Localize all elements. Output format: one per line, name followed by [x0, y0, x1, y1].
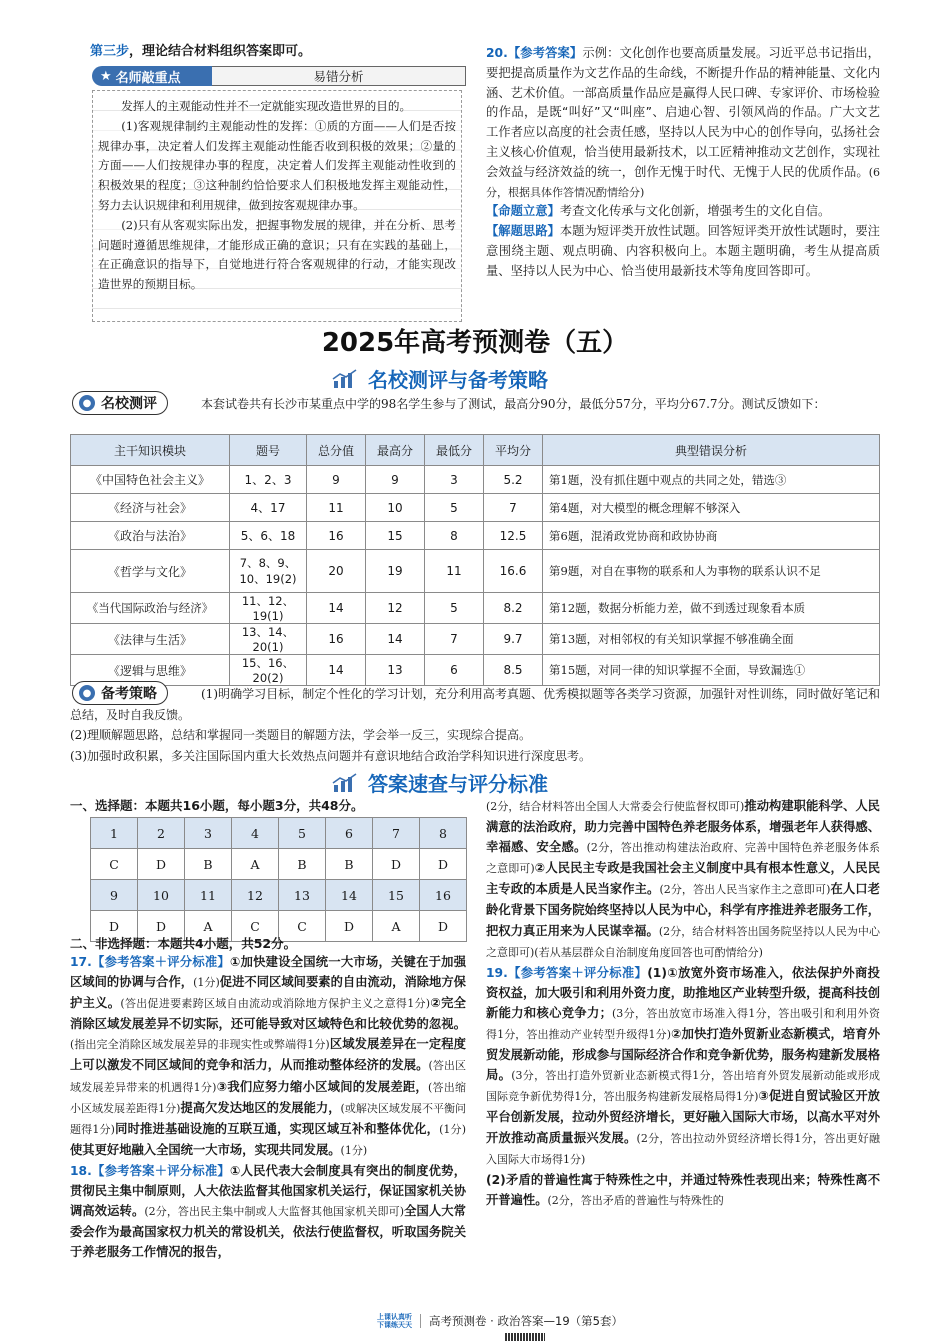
footer-brand-top: 上课认真听	[377, 1313, 413, 1321]
q17-text: 促进不同区域间要素的自由流动，消除地方保护主义。	[70, 975, 466, 1011]
q17-note: (1分)	[439, 1122, 466, 1136]
eval-icon: ●	[79, 395, 95, 411]
table-cell: 第12题，数据分析能力差，做不到透过现象看本质	[543, 593, 880, 624]
answer-number: 4	[232, 818, 279, 849]
left-bottom-column	[70, 952, 466, 1262]
answer-number: 10	[138, 880, 185, 911]
q18-note: (2分，结合材料答出全国人大常委会行使监督权即可)	[486, 800, 745, 813]
q17-text: 提高欠发达地区的发展能力，	[180, 1100, 341, 1115]
table-row	[71, 593, 880, 624]
q17-note: (1分)	[340, 1143, 368, 1157]
jieti-tag: 【解题思路】	[486, 224, 560, 239]
page-title: 2025年高考预测卷（五）	[321, 328, 629, 358]
strategy-text	[70, 684, 880, 766]
table-cell: 8.5	[484, 655, 543, 686]
table-cell: 7	[425, 624, 484, 655]
q20-answer	[486, 44, 880, 202]
table-cell: 8	[425, 522, 484, 550]
jieti-text: 本题为短评类开放性试题。回答短评类开放性试题时，要注意围绕主题、观点明确、内容积极向上。本题主题明确，考生从提高质量、坚持以人民为中心、恰当使用最新技术等角度回答即可。	[486, 224, 880, 278]
answer-letter: D	[373, 849, 420, 880]
q18-text: 在人口老龄化背景下国务院始终坚持以人民为中心，科学有序推进养老服务工作，把权力真正用来为人民谋幸福。	[486, 882, 880, 938]
strategy-icon: ●	[79, 685, 95, 701]
q17-note: (答出促进要素跨区域自由流动或消除地方保护主义之意得1分)	[120, 997, 431, 1011]
answer-number: 6	[326, 818, 373, 849]
analysis-para-1: 发挥人的主观能动性并不一定就能实现改造世界的目的。	[121, 99, 412, 113]
q18-tag: 【参考答案＋评分标准】	[91, 1163, 230, 1178]
table-cell: 5	[425, 593, 484, 624]
table-row	[71, 466, 880, 494]
footer-brand-bottom: 下课练天天	[377, 1321, 413, 1329]
q19-text: ③促进自贸试验区开放平台创新发展，拉动外贸经济增长，更好融入国际大市场，以高水平对外开放推动高质量振兴发展。	[486, 1089, 880, 1145]
q18-answer	[70, 1161, 466, 1262]
table-row	[71, 624, 880, 655]
banner-label-text: 名师敲重点	[115, 70, 181, 86]
footer-text: 高考预测卷 · 政治答案—19（第5套）	[429, 1314, 623, 1328]
q18-text: 推动构建职能科学、人民满意的法治政府，助力完善中国特色养老服务体系，增强老年人获得感、幸福感、安全感。	[486, 799, 880, 855]
table-cell: 8.2	[484, 593, 543, 624]
section-title-1	[332, 364, 548, 393]
q18-note: (2分，答出推动构建法治政府、完善中国特色养老服务体系之意即可)	[486, 841, 880, 876]
answer-number-row	[91, 880, 467, 911]
analysis-para-3: (2)只有从客观实际出发，把握事物发展的规律，并在分析、思考问题时遵循思维规律，才能形成正确的意识；只有在实践的基础上，在正确意识的指导下，自觉地进行符合客观规律的行动，才能实现改造世界的预期目标。	[98, 217, 456, 292]
answer-letter: D	[420, 849, 467, 880]
table-cell: 13、14、20(1)	[230, 624, 307, 655]
q17-number: 17.	[70, 955, 92, 969]
answer-table	[90, 817, 467, 942]
q20-mingti	[486, 202, 880, 222]
q20-note: (6分，根据具体作答情况酌情给分)	[486, 165, 880, 199]
mingti-tag: 【命题立意】	[486, 204, 560, 219]
table-cell: 第6题，混淆政党协商和政协协商	[543, 522, 880, 550]
table-cell: 《经济与社会》	[71, 494, 230, 522]
table-cell: 13	[366, 655, 425, 686]
table-cell: 14	[307, 655, 366, 686]
footer-logo	[377, 1313, 412, 1329]
answer-number: 7	[373, 818, 420, 849]
answer-letter: A	[373, 911, 420, 942]
table-cell: 19	[366, 550, 425, 593]
q18-text: 全国人大常委会作为最高国家权力机关的常设机关，依法行使监督权，听取国务院关于养老服务工作情况的报告，	[70, 1204, 466, 1260]
answer-letter: B	[185, 849, 232, 880]
table-cell: 1、2、3	[230, 466, 307, 494]
table-cell: 《政治与法治》	[71, 522, 230, 550]
table-header-row	[71, 435, 880, 466]
table-header: 题号	[230, 435, 307, 466]
section-title-2	[332, 768, 548, 797]
table-cell: 第9题，对自在事物的联系和人为事物的联系认识不足	[543, 550, 880, 593]
answer-letter: D	[138, 911, 185, 942]
step3-rest: ，理论结合材料组织答案即可。	[129, 44, 312, 59]
table-cell: 《逻辑与思维》	[71, 655, 230, 686]
answer-number: 5	[279, 818, 326, 849]
q18-continued	[486, 796, 880, 963]
strategy-item-2: (2)理顺解题思路，总结和掌握同一类题目的解题方法，学会举一反三，实现综合提高。	[70, 728, 532, 742]
answer-letter: D	[326, 911, 373, 942]
barcode-mark	[505, 1333, 545, 1341]
table-cell: 6	[425, 655, 484, 686]
table-header: 最低分	[425, 435, 484, 466]
q17-text: 区域发展差异在一定程度上可以激发不同区域间的竞争和活力，从而推动整体经济的发展。	[70, 1037, 466, 1073]
table-row	[71, 655, 880, 686]
right-bottom-column	[486, 796, 880, 1211]
table-cell: 7、8、9、10、19(2)	[230, 550, 307, 593]
q19-text: ②加快打造外贸新业态新模式，培育外贸发展新动能，形成参与国际经济合作和竞争新优势，服务构建新发展格局。	[486, 1027, 880, 1083]
page-footer	[300, 1310, 700, 1332]
table-cell: 14	[307, 593, 366, 624]
table-cell: 9.7	[484, 624, 543, 655]
table-cell: 16.6	[484, 550, 543, 593]
q18-note: (2分，结合材料答出国务院坚持以人民为中心之意即可)(若从基层群众自治制度角度回答也可酌情给分)	[486, 924, 880, 959]
q17-note: (答出区域发展差异带来的机遇得1分)	[70, 1059, 466, 1094]
q17-text: ①加快建设全国统一大市场，关键在于加强区域间的协调与合作，	[70, 955, 466, 990]
q20-jieti	[486, 222, 880, 281]
table-cell: 5、6、18	[230, 522, 307, 550]
knowledge-table	[70, 434, 880, 686]
table-cell: 16	[307, 522, 366, 550]
q17-text: 使其更好地融入全国统一大市场，实现共同发展。	[70, 1142, 341, 1157]
q17-note: (答出缩小区域发展差距得1分)	[70, 1080, 467, 1115]
table-header: 典型错误分析	[543, 435, 880, 466]
table-cell: 第15题，对同一律的知识掌握不全面，导致漏选①	[543, 655, 880, 686]
q18-note: (2分，答出人民当家作主之意即可)	[659, 883, 831, 897]
answer-letter: D	[91, 911, 138, 942]
q17-text: ②完全消除区域发展差异不切实际，还可能导致对区域特色和比较优势的忽视。	[70, 996, 466, 1032]
mc-heading: 一、选择题：本题共16小题，每小题3分，共48分。	[70, 798, 364, 813]
table-cell: 《哲学与文化》	[71, 550, 230, 593]
answer-number: 2	[138, 818, 185, 849]
table-header: 最高分	[366, 435, 425, 466]
table-cell: 9	[366, 466, 425, 494]
q19-note: (2分，答出矛盾的普遍性与特殊性的	[547, 1193, 724, 1207]
answer-number: 1	[91, 818, 138, 849]
answer-number: 9	[91, 880, 138, 911]
q17-note: (1分)	[193, 976, 220, 990]
table-cell: 第4题，对大模型的概念理解不够深入	[543, 494, 880, 522]
bar-chart-icon	[332, 369, 358, 389]
answer-letter: A	[185, 911, 232, 942]
table-cell: 第13题，对相邻权的有关知识掌握不够准确全面	[543, 624, 880, 655]
table-header: 平均分	[484, 435, 543, 466]
q19-text: (1)①放宽外资市场准入，依法保护外商投资权益，加大吸引和利用外资力度，助推地区产业转型升级，提高科技创新能力和核心竞争力；	[486, 965, 880, 1020]
banner-label	[92, 66, 212, 86]
q18-note: (2分，答出民主集中制或人大监督其他国家机关即可)	[144, 1205, 405, 1219]
answer-number-row	[91, 818, 467, 849]
q18-number: 18.	[70, 1163, 92, 1178]
right-top-column	[486, 44, 880, 282]
table-cell: 5.2	[484, 466, 543, 494]
table-cell: 11、12、19(1)	[230, 593, 307, 624]
table-cell: 《当代国际政治与经济》	[71, 593, 230, 624]
banner-right	[212, 66, 466, 86]
table-cell: 15	[366, 522, 425, 550]
step3-text: 第三步，理论结合材料组织答案即可。	[90, 44, 312, 59]
footer-divider	[420, 1314, 421, 1328]
answer-letter: B	[326, 849, 373, 880]
table-header: 主干知识模块	[71, 435, 230, 466]
table-cell: 《中国特色社会主义》	[71, 466, 230, 494]
mingti-text: 考查文化传承与文化创新，增强考生的文化自信。	[559, 204, 831, 219]
q20-number: 20.	[486, 46, 508, 60]
q17-text: 同时推进基础设施的互联互通，实现区域互补和整体优化，	[114, 1121, 440, 1136]
q20-text: 示例：文化创作也要高质量发展。习近平总书记指出，要把提高质量作为文艺作品的生命线，不断提升作品的精神能量、文化内涵、艺术价值。一部高质量作品应是赢得人民口碑、专家评价、市场检验的作品，是既“叫好”又“叫座”、启迪心智、引领风尚的作品。广大文艺工作者应以高度的社会责任感，坚持以人民为中心的创作导向，弘扬社会主义核心价值观，恰当使用最新技术，以工匠精神推动文艺创作，实现社会效益与经济效益的统一，创作无愧于时代、无愧于人民的优质作品。	[486, 46, 880, 179]
table-cell: 3	[425, 466, 484, 494]
table-cell: 5	[425, 494, 484, 522]
answer-number: 12	[232, 880, 279, 911]
answer-number: 8	[420, 818, 467, 849]
answer-number: 14	[326, 880, 373, 911]
section-title-1-text: 名校测评与备考策略	[368, 368, 548, 392]
strategy-label: 备考策略	[101, 686, 157, 702]
table-cell: 12.5	[484, 522, 543, 550]
bar-chart-icon	[332, 773, 358, 793]
table-cell: 11	[307, 494, 366, 522]
answer-letter-row	[91, 849, 467, 880]
q18-text: ①人民代表大会制度具有突出的制度优势，贯彻民主集中制原则，人大依法监督其他国家机关运行，保证国家机关协调高效运转。	[70, 1163, 466, 1219]
eval-label: 名校测评	[101, 396, 157, 412]
error-analysis-box	[92, 90, 462, 322]
table-header: 总分值	[307, 435, 366, 466]
answer-letter: C	[279, 911, 326, 942]
answer-number: 15	[373, 880, 420, 911]
table-cell: 10	[366, 494, 425, 522]
star-icon: ★	[100, 68, 112, 84]
answer-letter: C	[232, 911, 279, 942]
q17-note: (或解决区域发展不平衡问题得1分)	[70, 1101, 466, 1136]
nonmc-heading: 二、非选择题：本题共4小题，共52分。	[70, 936, 297, 951]
table-cell: 7	[484, 494, 543, 522]
q19-text: (2)矛盾的普遍性寓于特殊性之中，并通过特殊性表现出来；特殊性离不开普遍性。	[486, 1172, 880, 1207]
table-cell: 15、16、20(2)	[230, 655, 307, 686]
strategy-item-3: (3)加强时政积累，多关注国际国内重大长效热点问题并有意识地结合政治学科知识进行深度思考。	[70, 748, 592, 763]
section-title-2-text: 答案速查与评分标准	[368, 772, 548, 796]
eval-text: 本套试卷共有长沙市某重点中学的98名学生参与了测试，最高分90分，最低分57分，平均分67.7分。测试反馈如下：	[201, 397, 826, 411]
answer-number: 3	[185, 818, 232, 849]
table-cell: 20	[307, 550, 366, 593]
left-top-column	[90, 42, 466, 63]
table-cell: 9	[307, 466, 366, 494]
table-row	[71, 494, 880, 522]
q19-number: 19.	[486, 965, 508, 980]
answer-letter: D	[138, 849, 185, 880]
table-cell: 第1题，没有抓住题中观点的共同之处，错选③	[543, 466, 880, 494]
q17-tag: 【参考答案＋评分标准】	[91, 955, 230, 969]
table-cell: 14	[366, 624, 425, 655]
answer-letter: D	[420, 911, 467, 942]
q19-note: (3分，答出放宽市场准入得1分，答出吸引和利用外资得1分，答出推动产业转型升级得1分)	[486, 1006, 880, 1042]
table-cell: 16	[307, 624, 366, 655]
table-cell: 《法律与生活》	[71, 624, 230, 655]
answer-number: 16	[420, 880, 467, 911]
answer-letter: B	[279, 849, 326, 880]
strategy-item-1: (1)明确学习目标，制定个性化的学习计划，充分利用高考真题、优秀模拟题等各类学习资源，加强针对性训练，同时做好笔记和总结，及时自我反馈。	[70, 687, 880, 722]
table-cell: 4、17	[230, 494, 307, 522]
answer-number: 11	[185, 880, 232, 911]
q17-note: (指出完全消除区域发展差异的非现实性或弊端得1分)	[70, 1038, 330, 1052]
table-cell: 12	[366, 593, 425, 624]
q19-answer	[486, 963, 880, 1170]
answer-number: 13	[279, 880, 326, 911]
banner-right-text: 易错分析	[313, 69, 364, 84]
q17-text: ③我们应努力缩小区域间的发展差距，	[216, 1079, 428, 1094]
q20-tag: 【参考答案】	[507, 46, 583, 60]
q17-answer	[70, 952, 466, 1161]
answer-letter: A	[232, 849, 279, 880]
q19-tag: 【参考答案＋评分标准】	[507, 965, 648, 980]
answer-letter: C	[91, 849, 138, 880]
table-row	[71, 550, 880, 593]
analysis-para-2: (1)客观规律制约主观能动性的发挥：①质的方面——人们是否按规律办事，决定着人们发挥主观能动性能否收到积极的效果；②量的方面——人们按规律办事的程度，决定着人们发挥主观能动性收到的积极效果的程度；③这种制约恰恰要求人们积极地发挥主观能动性，努力去认识规律和利用规律，做到按客观规律办事。	[98, 118, 456, 212]
teacher-banner	[92, 66, 466, 86]
table-cell: 11	[425, 550, 484, 593]
q19-part2	[486, 1170, 880, 1211]
table-row	[71, 522, 880, 550]
q19-note: (2分，答出拉动外贸经济增长得1分，答出更好融入国际大市场得1分)	[486, 1131, 880, 1166]
q18-text: ②人民民主专政是我国社会主义制度中具有根本性意义，人民民主专政的本质是人民当家作主。	[486, 861, 880, 897]
q19-note: (3分，答出打造外贸新业态新模式得1分，答出培育外贸发展新动能或形成国际竞争新优势得1分，答出服务构建新发展格局得1分)	[486, 1069, 880, 1104]
